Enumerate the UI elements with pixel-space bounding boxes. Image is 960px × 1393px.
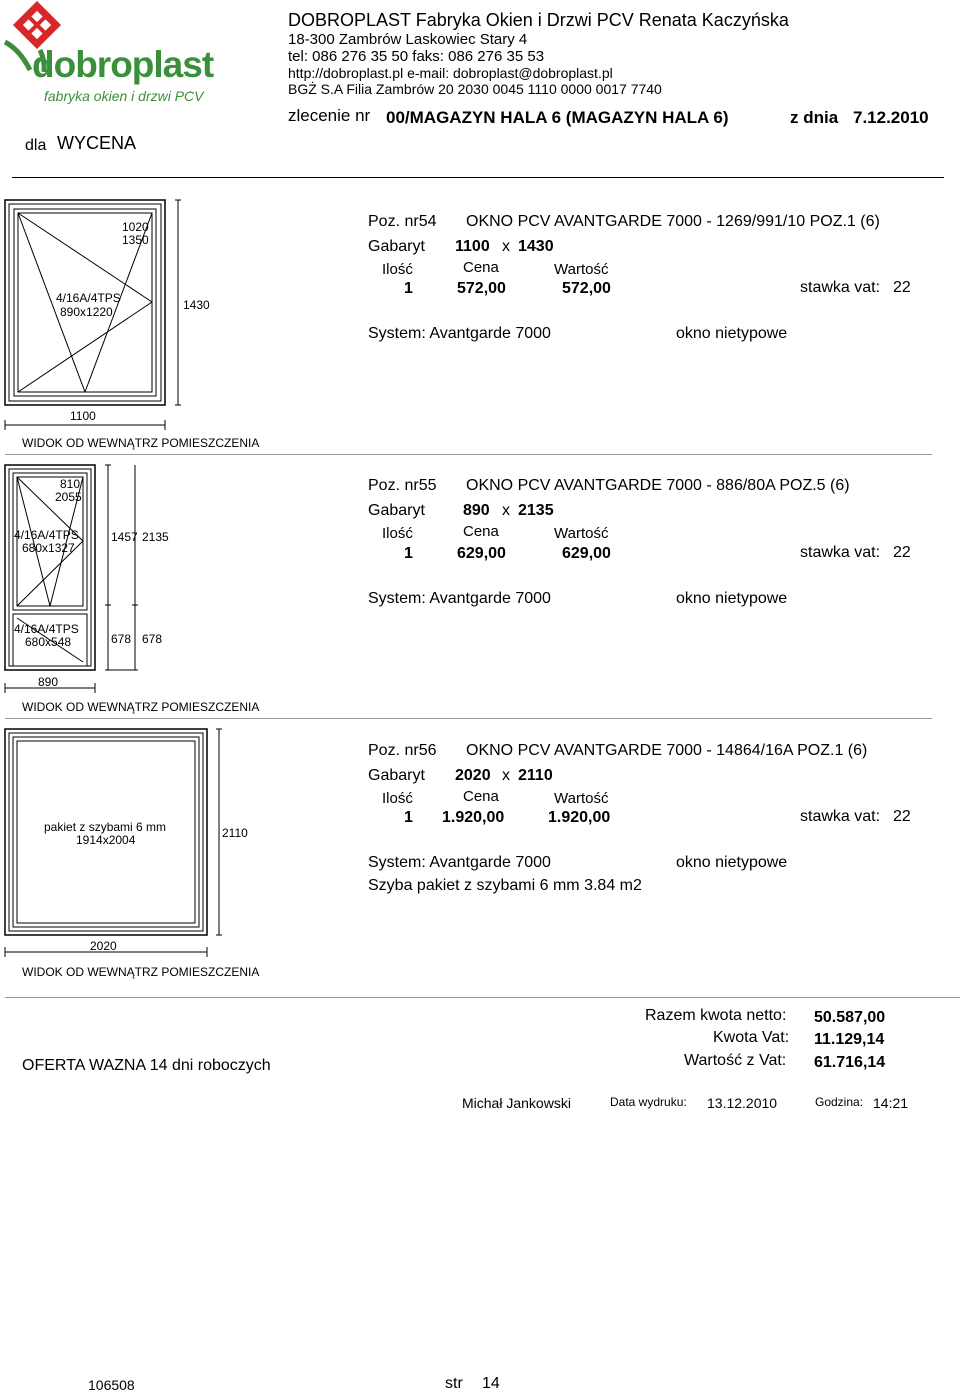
company-name: DOBROPLAST Fabryka Okien i Drzwi PCV Renata Kaczyńska (288, 10, 789, 30)
item-position: Poz. nr55 (368, 477, 437, 494)
item-system: System: Avantgarde 7000 (368, 854, 551, 871)
item-name: OKNO PCV AVANTGARDE 7000 - 886/80A POZ.5 (6) (466, 477, 850, 494)
for-value: WYCENA (57, 133, 137, 153)
item-value: 572,00 (562, 280, 611, 297)
x-label: x (502, 502, 510, 519)
print-date: 13.12.2010 (707, 1095, 778, 1111)
item-height: 1430 (518, 238, 554, 255)
dim-b: 2055 (55, 490, 82, 504)
author-name: Michał Jankowski (462, 1095, 571, 1111)
item-price: 572,00 (457, 280, 506, 297)
item-extra: Szyba pakiet z szybami 6 mm 3.84 m2 (368, 877, 642, 894)
dim-width: 2020 (90, 939, 117, 953)
gabaryt-label: Gabaryt (368, 238, 425, 255)
net-value: 50.587,00 (814, 1009, 886, 1026)
item-price: 629,00 (457, 545, 506, 562)
order-label: zlecenie nr (288, 106, 371, 125)
value-label: Wartość (554, 261, 609, 278)
item-system: System: Avantgarde 7000 (368, 590, 551, 607)
page-number: 14 (482, 1375, 500, 1392)
qty-label: Ilość (382, 790, 413, 807)
vat-total-value: 11.129,14 (814, 1031, 885, 1048)
item-height: 2135 (518, 502, 554, 519)
item-position: Poz. nr54 (368, 213, 437, 230)
dim-h2: 2135 (142, 530, 169, 544)
price-label: Cena (463, 523, 499, 540)
item-type: okno nietypowe (676, 854, 788, 871)
logo-brand: dobroplast (32, 44, 214, 85)
value-label: Wartość (554, 790, 609, 807)
gabaryt-label: Gabaryt (368, 767, 425, 784)
price-label: Cena (463, 788, 499, 805)
x-label: x (502, 767, 510, 784)
glass-size: 890x1220 (60, 305, 113, 319)
item-name: OKNO PCV AVANTGARDE 7000 - 14864/16A POZ.1 (6) (466, 742, 868, 759)
glass-size: 680x1327 (22, 541, 75, 555)
glass2-type: 4/16A/4TPS (14, 622, 79, 636)
item-width: 2020 (455, 767, 491, 784)
time-label: Godzina: (815, 1095, 864, 1109)
dim-width: 1100 (70, 409, 96, 423)
item-width: 1100 (455, 238, 490, 255)
item-vat: 22 (893, 544, 911, 561)
dim-a: 1020 (122, 220, 149, 234)
dim-h1: 1457 (111, 530, 138, 544)
item-width: 890 (463, 502, 490, 519)
gross-label: Wartość z Vat: (684, 1052, 787, 1069)
item-value: 1.920,00 (548, 809, 611, 826)
item-price: 1.920,00 (442, 809, 505, 826)
dim-a: 810 (60, 477, 81, 491)
value-label: Wartość (554, 525, 609, 542)
dim-width: 890 (38, 675, 59, 689)
company-bank: BGŻ S.A Filia Zambrów 20 2030 0045 1110 0000 0017 7740 (288, 81, 662, 97)
glass-type: pakiet z szybami 6 mm (44, 820, 167, 834)
glass-size: 1914x2004 (76, 833, 136, 847)
print-time: 14:21 (873, 1095, 909, 1111)
dim-height: 1430 (183, 298, 210, 312)
item-qty: 1 (404, 809, 413, 826)
for-label: dla (25, 137, 47, 154)
vat-total-label: Kwota Vat: (713, 1029, 790, 1046)
item-position: Poz. nr56 (368, 742, 437, 759)
dim-h3: 678 (111, 632, 132, 646)
x-label: x (502, 238, 510, 255)
item-vat: 22 (893, 808, 911, 825)
vat-label: stawka vat: (800, 808, 881, 825)
item-qty: 1 (404, 545, 413, 562)
item-value: 629,00 (562, 545, 611, 562)
item-name: OKNO PCV AVANTGARDE 7000 - 1269/991/10 POZ.1 (6) (466, 213, 880, 230)
gabaryt-label: Gabaryt (368, 502, 425, 519)
qty-label: Ilość (382, 525, 413, 542)
page-str-label: str (445, 1375, 463, 1392)
dim-h4: 678 (142, 632, 163, 646)
price-label: Cena (463, 259, 499, 276)
item-qty: 1 (404, 280, 413, 297)
vat-label: stawka vat: (800, 544, 881, 561)
page-code: 106508 (88, 1377, 135, 1393)
order-date: 7.12.2010 (853, 108, 929, 127)
item-height: 2110 (518, 767, 553, 784)
offer-validity: OFERTA WAZNA 14 dni roboczych (22, 1057, 271, 1074)
order-date-label: z dnia (790, 108, 839, 127)
dim-b: 1350 (122, 233, 149, 247)
order-number: 00/MAGAZYN HALA 6 (MAGAZYN HALA 6) (386, 108, 729, 127)
item-vat: 22 (893, 279, 911, 296)
company-phone: tel: 086 276 35 50 faks: 086 276 35 53 (288, 48, 545, 65)
company-address: 18-300 Zambrów Laskowiec Stary 4 (288, 31, 528, 48)
print-date-label: Data wydruku: (610, 1095, 687, 1109)
company-web: http://dobroplast.pl e-mail: dobroplast@dobroplast.pl (288, 65, 613, 81)
view-label: WIDOK OD WEWNĄTRZ POMIESZCZENIA (22, 965, 260, 979)
glass2-size: 680x548 (25, 635, 72, 649)
dim-height: 2110 (222, 826, 248, 840)
net-label: Razem kwota netto: (645, 1007, 787, 1024)
item-divider (5, 997, 960, 998)
glass-type: 4/16A/4TPS (56, 291, 121, 305)
item-system: System: Avantgarde 7000 (368, 325, 551, 342)
vat-label: stawka vat: (800, 279, 881, 296)
gross-value: 61.716,14 (814, 1054, 886, 1071)
view-label: WIDOK OD WEWNĄTRZ POMIESZCZENIA (22, 436, 260, 450)
item-type: okno nietypowe (676, 325, 788, 342)
item-type: okno nietypowe (676, 590, 788, 607)
qty-label: Ilość (382, 261, 413, 278)
glass-type: 4/16A/4TPS (14, 528, 79, 542)
logo-tagline: fabryka okien i drzwi PCV (44, 88, 204, 104)
view-label: WIDOK OD WEWNĄTRZ POMIESZCZENIA (22, 700, 260, 714)
